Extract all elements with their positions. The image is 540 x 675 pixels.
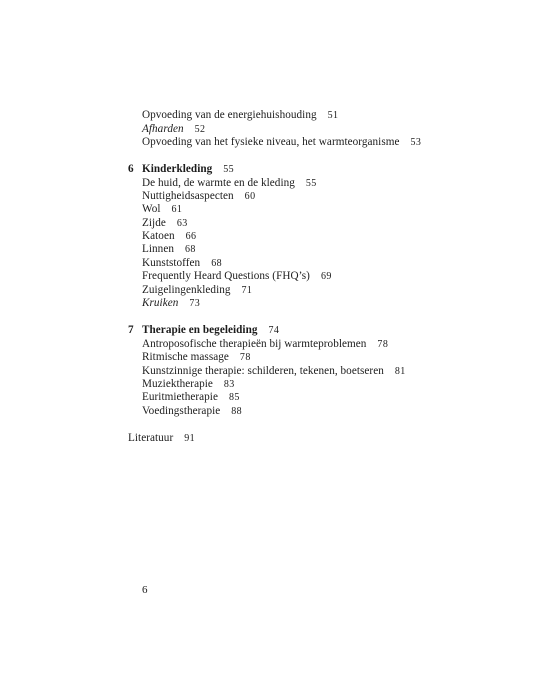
toc-entry-title: Kruiken — [142, 297, 179, 309]
toc-entry — [142, 284, 252, 297]
chapter-number: 7 — [128, 324, 134, 336]
toc-entry-title: Ritmische massage — [142, 351, 229, 363]
toc-entry-page: 71 — [241, 285, 253, 296]
toc-entry — [142, 405, 242, 418]
toc-entry-literature — [128, 432, 195, 445]
toc-entry-title: Zijde — [142, 217, 166, 229]
toc-entry-title: Opvoeding van de energiehuishouding — [142, 109, 317, 121]
toc-entry — [142, 136, 421, 149]
toc-entry-title: Muziektherapie — [142, 378, 213, 390]
toc-entry — [142, 203, 182, 216]
toc-entry-page: 52 — [194, 124, 206, 135]
toc-entry — [142, 230, 196, 243]
toc-entry — [142, 338, 388, 351]
toc-entry-title: Afharden — [142, 123, 184, 135]
chapter-heading — [142, 324, 279, 337]
toc-entry — [142, 177, 317, 190]
chapter-number: 6 — [128, 163, 134, 175]
toc-entry-page: 60 — [244, 191, 256, 202]
toc-entry — [142, 351, 251, 364]
toc-entry — [142, 378, 235, 391]
toc-entry-title: Euritmietherapie — [142, 391, 218, 403]
toc-entry-title: Kunststoffen — [142, 257, 201, 269]
page-number: 6 — [142, 584, 148, 596]
toc-entry-page: 51 — [327, 110, 339, 121]
toc-entry-page: 69 — [320, 271, 332, 282]
toc-entry-title: Voedingstherapie — [142, 405, 221, 417]
chapter-heading — [142, 163, 234, 176]
toc-entry-page: 81 — [394, 366, 406, 377]
toc-entry — [142, 109, 338, 122]
toc-entry-title: Frequently Heard Questions (FHQ’s) — [142, 270, 310, 282]
chapter-page: 55 — [223, 164, 235, 175]
toc-entry — [142, 365, 406, 378]
toc-entry-title: Katoen — [142, 230, 175, 242]
chapter-title: Kinderkleding — [142, 163, 213, 175]
toc-entry-page: 66 — [185, 231, 197, 242]
toc-entry-page: 85 — [228, 392, 240, 403]
toc-entry-page: 78 — [239, 352, 251, 363]
toc-entry-title: Zuigelingenkleding — [142, 284, 231, 296]
toc-entry — [142, 270, 332, 283]
toc-entry — [142, 243, 196, 256]
toc-entry-title: Kunstzinnige therapie: schilderen, tekenen, boetseren — [142, 365, 384, 377]
toc-entry — [142, 257, 222, 270]
toc-entry-page: 73 — [189, 298, 201, 309]
toc-entry-page: 53 — [410, 137, 422, 148]
toc-entry-page: 68 — [185, 244, 196, 255]
toc-entry-page: 83 — [223, 379, 235, 390]
toc-entry — [142, 190, 255, 203]
toc-entry — [142, 217, 188, 230]
toc-entry-page: 78 — [377, 339, 389, 350]
toc-entry-title: Nuttigheidsaspecten — [142, 190, 234, 202]
toc-entry-title: De huid, de warmte en de kleding — [142, 177, 295, 189]
toc-entry-title: Antroposofische therapieën bij warmteproblemen — [142, 338, 367, 350]
toc-entry-page: 61 — [171, 204, 183, 215]
toc-entry-page: 68 — [211, 258, 223, 269]
toc-entry-title: Literatuur — [128, 432, 174, 444]
toc-entry-page: 63 — [176, 218, 188, 229]
toc-entry — [142, 391, 240, 404]
toc-entry-title: Linnen — [142, 243, 174, 255]
toc-entry-page: 55 — [305, 178, 317, 189]
chapter-page: 74 — [268, 325, 280, 336]
toc-entry — [142, 123, 205, 136]
toc-entry — [142, 297, 200, 310]
chapter-title: Therapie en begeleiding — [142, 324, 258, 336]
toc-entry-title: Opvoeding van het fysieke niveau, het warmteorganisme — [142, 136, 400, 148]
toc-entry-page: 88 — [231, 406, 243, 417]
toc-entry-title: Wol — [142, 203, 161, 215]
toc-entry-page: 91 — [184, 433, 196, 444]
